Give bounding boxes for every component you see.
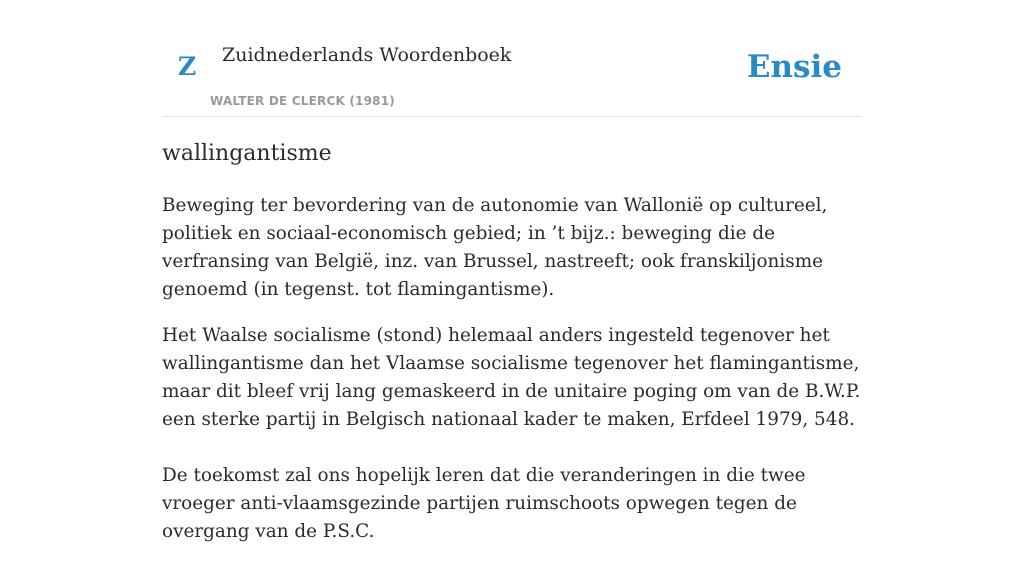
ensie-logo[interactable]: Ensie [746, 49, 842, 85]
entry-definition: Beweging ter bevordering van de autonomie van Wallonië op cultureel, politiek en sociaal-economisch gebied; in ’t bijz.: beweging die de verfransing van België, inz. van Brussel, nastreeft; ook franskiljonisme genoemd (in tegenst. tot flamingantisme). [162, 195, 828, 300]
entry-headword: wallingantisme [162, 141, 332, 166]
site-header [162, 0, 862, 117]
entry-example: Het Waalse socialisme (stond) helemaal anders ingesteld tegenover het wallingantisme dan het Vlaamse socialisme tegenover het flamingantisme, maar dit bleef vrij lang gemaskeerd in de unitaire poging om van de B.W.P. een sterke partij in Belgisch nationaal kader te maken, Erfdeel 1979, 548. [162, 325, 861, 430]
entry-content [162, 192, 872, 564]
dictionary-title[interactable]: Zuidnederlands Woordenboek [222, 44, 512, 66]
dictionary-logo-letter[interactable]: Z [178, 52, 197, 81]
entry-example: De toekomst zal ons hopelijk leren dat die veranderingen in die twee vroeger anti-vlaamsgezinde partijen ruimschoots opwegen tegen de overgang van de P.S.C. [162, 465, 806, 542]
dictionary-author: WALTER DE CLERCK (1981) [210, 94, 395, 108]
